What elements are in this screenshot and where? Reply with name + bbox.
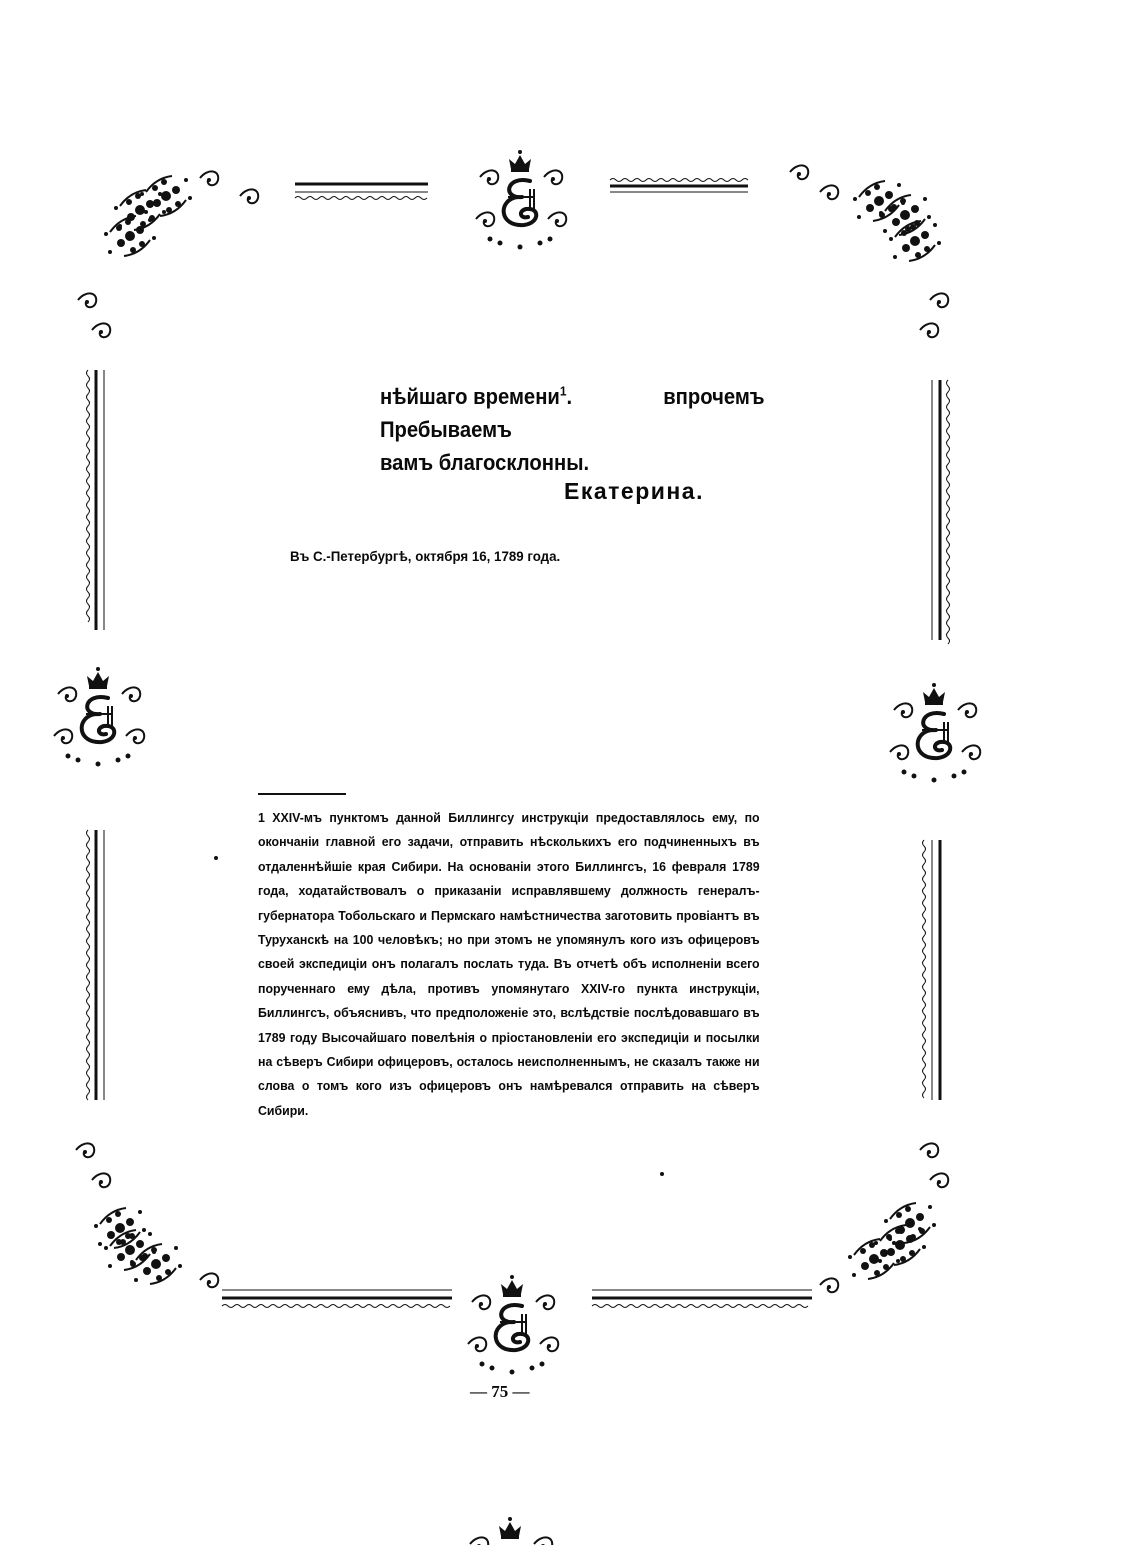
monogram-icon [476, 150, 566, 250]
bottom-rule [222, 1290, 812, 1545]
ink-speck [214, 856, 218, 860]
footnote-reference: 1 [559, 383, 567, 399]
closing-line-2: вамъ благосклонны. [380, 450, 590, 475]
monogram-icon [466, 1517, 556, 1545]
page-number: — 75 — [470, 1382, 530, 1401]
closing-line-end: впрочемъ [663, 384, 765, 409]
monogram-icon [890, 683, 980, 783]
ink-speck [660, 1172, 664, 1176]
letter-closing-text [380, 380, 765, 479]
closing-line-start: нѣйшаго времени [380, 384, 560, 409]
signature: Екатерина. [564, 478, 704, 504]
date-line: Въ С.-Петербургѣ, октября 16, 1789 года. [290, 548, 561, 564]
footnote [258, 806, 760, 1123]
right-rule [923, 380, 950, 1100]
floral-corner-icon [94, 1208, 182, 1284]
closing-line-mid: . Пребываемъ [380, 384, 573, 442]
footnote-marker: 1 [258, 810, 265, 825]
floral-corner-icon [104, 176, 192, 256]
floral-corner-icon [848, 1203, 936, 1279]
floral-corner-icon [853, 181, 941, 261]
monogram-icon [468, 1275, 558, 1375]
footnote-text: XXIV-мъ пунктомъ данной Биллингсу инструкціи предоставлялось ему, по окончаніи главной его задачи, отправить нѣсколькихъ его подчиненныхъ въ отдаленнѣйшіе края Сибири. На основаніи этого Биллингсъ, 16 февраля 1789 года, ходатайствовалъ о приказаніи исправлявшему должность генералъ-губернатора Тобольскаго и Пермскаго намѣстничества заготовить провіантъ въ Туруханскѣ на 100 человѣкъ; но при этомъ не упомянулъ кого изъ офицеровъ своей экспедиціи онъ полагалъ послать туда. Въ отчетѣ объ исполненіи всего порученнаго ему дѣла, противъ упомянутаго XXIV-го пункта инструкціи, Биллингсъ, объяснивъ, что предположеніе это, вслѣдствіе послѣдовавшаго въ 1789 году Высочайшаго повелѣнія о пріостановленіи его экспедиціи и посылки на сѣверъ Сибири офицеровъ, осталось неисполненнымъ, не сказалъ также ни слова о томъ кого изъ офицеровъ онъ намѣревался отправить на сѣверъ Сибири. [258, 810, 760, 1118]
monogram-icon [54, 667, 144, 767]
footnote-separator [258, 793, 346, 795]
